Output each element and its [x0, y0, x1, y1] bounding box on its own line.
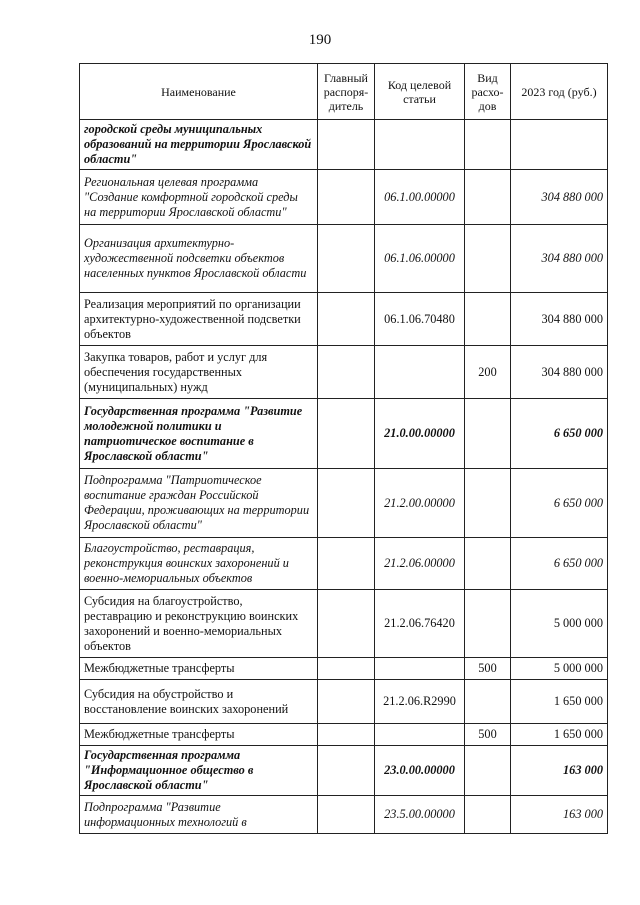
cell-code: 21.0.00.00000 — [375, 399, 465, 469]
cell-glavny — [318, 658, 375, 680]
cell-glavny — [318, 746, 375, 796]
cell-name: Межбюджетные трансферты — [80, 658, 318, 680]
cell-glavny — [318, 346, 375, 399]
cell-glavny — [318, 225, 375, 293]
cell-code: 23.5.00.00000 — [375, 796, 465, 834]
cell-name: Благоустройство, реставрация, реконструкция воинских захоронений и военно-мемориальных объектов — [80, 538, 318, 590]
table-row — [80, 680, 608, 724]
cell-glavny — [318, 120, 375, 170]
table-row — [80, 120, 608, 170]
cell-sum: 5 000 000 — [511, 590, 608, 658]
cell-glavny — [318, 680, 375, 724]
cell-vid — [465, 469, 511, 538]
table-row — [80, 225, 608, 293]
cell-sum: 6 650 000 — [511, 538, 608, 590]
cell-sum: 304 880 000 — [511, 170, 608, 225]
cell-code: 23.0.00.00000 — [375, 746, 465, 796]
cell-sum: 6 650 000 — [511, 399, 608, 469]
cell-code: 21.2.00.00000 — [375, 469, 465, 538]
cell-name: Закупка товаров, работ и услуг для обеспечения государственных (муниципальных) нужд — [80, 346, 318, 399]
header-vid: Вид расхо- дов — [465, 64, 511, 120]
header-glavny: Главный распоря- дитель — [318, 64, 375, 120]
cell-vid — [465, 399, 511, 469]
cell-name: Межбюджетные трансферты — [80, 724, 318, 746]
cell-glavny — [318, 724, 375, 746]
cell-glavny — [318, 590, 375, 658]
table-row — [80, 293, 608, 346]
cell-sum: 5 000 000 — [511, 658, 608, 680]
cell-name: Подпрограмма "Развитие информационных технологий в — [80, 796, 318, 834]
cell-glavny — [318, 538, 375, 590]
table-row — [80, 590, 608, 658]
cell-vid — [465, 120, 511, 170]
cell-code: 21.2.06.R2990 — [375, 680, 465, 724]
table-row — [80, 469, 608, 538]
cell-name: Реализация мероприятий по организации архитектурно-художественной подсветки объектов — [80, 293, 318, 346]
header-code: Код целевой статьи — [375, 64, 465, 120]
cell-code: 21.2.06.76420 — [375, 590, 465, 658]
cell-sum: 6 650 000 — [511, 469, 608, 538]
cell-vid — [465, 293, 511, 346]
cell-name: Региональная целевая программа "Создание комфортной городской среды на территории Ярославской области" — [80, 170, 318, 225]
cell-vid — [465, 746, 511, 796]
cell-sum: 304 880 000 — [511, 225, 608, 293]
table-row — [80, 658, 608, 680]
cell-vid: 500 — [465, 658, 511, 680]
header-name: Наименование — [80, 64, 318, 120]
cell-glavny — [318, 293, 375, 346]
cell-code — [375, 658, 465, 680]
cell-vid — [465, 170, 511, 225]
table-row — [80, 538, 608, 590]
cell-code — [375, 724, 465, 746]
cell-code: 06.1.06.70480 — [375, 293, 465, 346]
cell-sum: 304 880 000 — [511, 346, 608, 399]
table-row — [80, 399, 608, 469]
cell-sum: 304 880 000 — [511, 293, 608, 346]
table-row — [80, 170, 608, 225]
cell-glavny — [318, 399, 375, 469]
cell-vid — [465, 590, 511, 658]
cell-sum: 1 650 000 — [511, 724, 608, 746]
cell-sum: 163 000 — [511, 796, 608, 834]
cell-name: Субсидия на благоустройство, реставрацию и реконструкцию воинских захоронений и военно-мемориальных объектов — [80, 590, 318, 658]
header-sum: 2023 год (руб.) — [511, 64, 608, 120]
cell-vid — [465, 680, 511, 724]
cell-sum: 1 650 000 — [511, 680, 608, 724]
cell-vid — [465, 225, 511, 293]
cell-name: городской среды муниципальных образований на территории Ярославской области" — [80, 120, 318, 170]
page-number: 190 — [308, 32, 332, 48]
table-row — [80, 796, 608, 834]
cell-code — [375, 346, 465, 399]
cell-sum: 163 000 — [511, 746, 608, 796]
budget-table — [79, 63, 608, 834]
cell-sum — [511, 120, 608, 170]
cell-code: 06.1.00.00000 — [375, 170, 465, 225]
cell-code: 21.2.06.00000 — [375, 538, 465, 590]
cell-name: Государственная программа "Развитие молодежной политики и патриотическое воспитание в Ярославской области" — [80, 399, 318, 469]
cell-name: Субсидия на обустройство и восстановление воинских захоронений — [80, 680, 318, 724]
table-row — [80, 724, 608, 746]
cell-glavny — [318, 469, 375, 538]
cell-code: 06.1.06.00000 — [375, 225, 465, 293]
cell-vid: 500 — [465, 724, 511, 746]
cell-name: Подпрограмма "Патриотическое воспитание граждан Российской Федерации, проживающих на территории Ярославской области" — [80, 469, 318, 538]
cell-vid: 200 — [465, 346, 511, 399]
cell-code — [375, 120, 465, 170]
cell-vid — [465, 538, 511, 590]
cell-name: Государственная программа "Информационное общество в Ярославской области" — [80, 746, 318, 796]
cell-vid — [465, 796, 511, 834]
table-body — [80, 120, 608, 834]
cell-glavny — [318, 170, 375, 225]
cell-glavny — [318, 796, 375, 834]
table-row — [80, 346, 608, 399]
cell-name: Организация архитектурно-художественной подсветки объектов населенных пунктов Ярославской области — [80, 225, 318, 293]
table-row — [80, 746, 608, 796]
header-row — [80, 64, 608, 120]
